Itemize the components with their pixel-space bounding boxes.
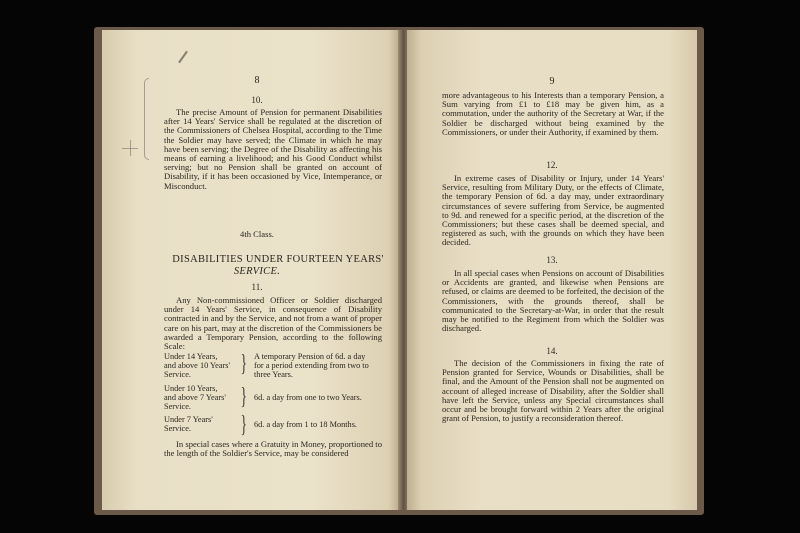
- scale-pension-1: A temporary Pension of 6d. a day for a period extending from two to three Years.: [254, 352, 369, 379]
- scale-service-1: Under 14 Years, and above 10 Years' Service.: [164, 352, 231, 379]
- section-14-text: The decision of the Commissioners in fixing the rate of Pension granted for Service, Wounds or Disabilities, shall be final, and the Amount of the Pension shall not be augmented on account of alleged increase of Disability, after the Soldier shall have left the Service, unless any Special circumstances shall occur and be brought forward within 2 Years after the original grant of Pension, to justify a reconsideration thereof.: [442, 358, 664, 424]
- brace-1: }: [240, 351, 247, 377]
- section-heading-line1: DISABILITIES UNDER FOURTEEN YEARS': [172, 254, 384, 265]
- pencil-cross-mark-h: [122, 148, 138, 149]
- continuation-text: more advantageous to his Interests than a temporary Pension, a Sum varying from £1 to £18 may be given him, as a commutation, under the authority of the Secretary at War, if the Soldier be discharged without being examined by the Commissioners, or under their Authority, if examined by them.: [442, 90, 664, 137]
- closing-text: In special cases where a Gratuity in Money, proportioned to the length of the Soldier's Service, may be considered: [164, 439, 382, 459]
- right-page: [407, 30, 697, 510]
- section-13-text: In all special cases when Pensions on account of Disabilities or Accidents are granted, and likewise when Pensions are refused, or claims are deemed to be forfeited, the decision of the Commissioners, with the grounds thereof, shall be communicated to the Secretary-at-War, in order that the result may be notified to the Regiment from which the Soldier was discharged.: [442, 268, 664, 334]
- section-11-text: Any Non-commissioned Officer or Soldier discharged under 14 Years' Service, in consequence of Disability contracted in and by the Service, and not from a want of proper care on his part, may at the discretion of the Commissioners be awarded a Temporary Pension, according to the following Scale:: [164, 295, 382, 352]
- class-label: 4th Class.: [240, 229, 274, 239]
- brace-2: }: [240, 384, 247, 410]
- section-number: 11.: [251, 282, 263, 292]
- open-book: [94, 27, 704, 515]
- section-number: 12.: [546, 160, 558, 170]
- page-number: 8: [254, 75, 260, 86]
- scale-pension-3: 6d. a day from 1 to 18 Months.: [254, 420, 358, 429]
- brace-3: }: [240, 412, 247, 438]
- scale-service-2: Under 10 Years, and above 7 Years' Service.: [164, 384, 226, 411]
- section-12-text: In extreme cases of Disability or Injury, under 14 Years' Service, resulting from Military Duty, or the effects of Climate, the temporary Pension of 6d. a day may, under extraordinary circumstances of severe suffering from Service, be augmented to 9d. and renewed for a specific period, at the discretion of the Commissioners; but these cases shall be deemed special, and registered as such, with the grounds on which they have been decided.: [442, 173, 664, 248]
- section-10-text: The precise Amount of Pension for permanent Disabilities after 14 Years' Service shall be regulated at the discretion of the Commissioners of Chelsea Hospital, according to the Time the Soldier may have served; the Climate in which he may have been serving; the Degree of the Disability as affecting his means of earning a livelihood; and his Good Conduct whilst serving; but no Pension shall be granted on account of Disability, if it has been occasioned by Vice, Intemperance, or Misconduct.: [164, 107, 382, 191]
- section-heading-line2: SERVICE.: [233, 266, 281, 277]
- scale-service-3: Under 7 Years' Service.: [164, 415, 213, 433]
- scale-pension-2: 6d. a day from one to two Years.: [254, 393, 362, 402]
- section-number: 13.: [546, 255, 558, 265]
- pencil-bracket-mark: [144, 78, 149, 160]
- pencil-stroke-mark: [178, 51, 188, 64]
- section-number: 14.: [546, 346, 558, 356]
- page-number: 9: [549, 76, 555, 87]
- section-number: 10.: [251, 95, 263, 105]
- left-page: [102, 30, 400, 510]
